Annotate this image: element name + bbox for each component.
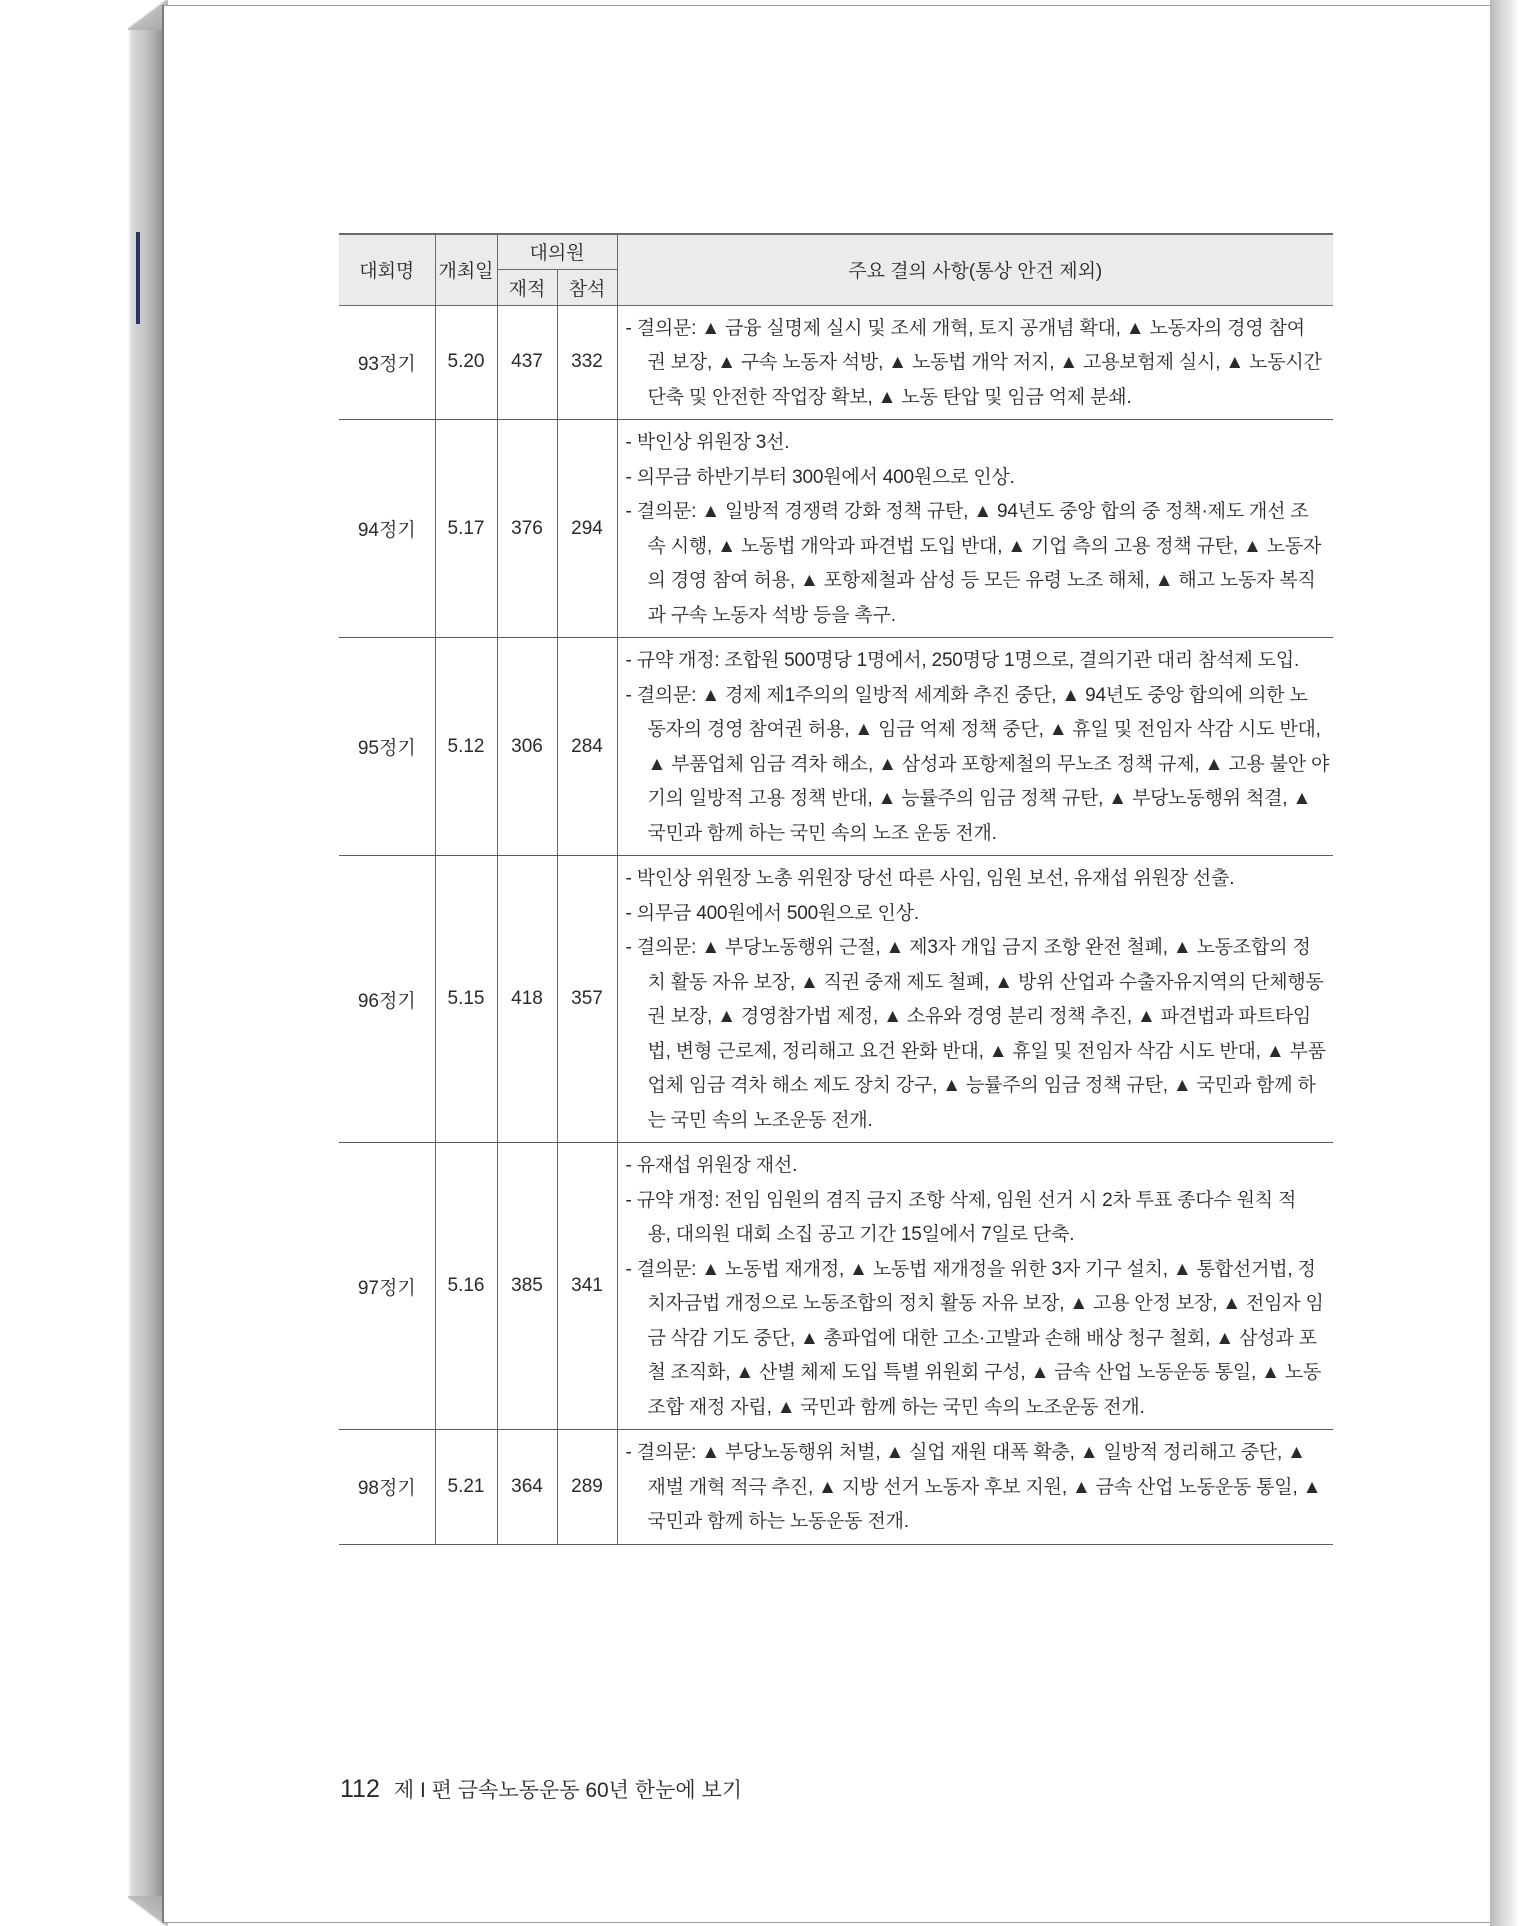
table-row	[339, 1143, 1333, 1430]
cell-present: 341	[557, 1143, 617, 1430]
resolution-line: 단축 및 안전한 작업장 확보, ▲ 노동 탄압 및 임금 억제 분쇄.	[647, 386, 1132, 408]
resolution-line: - 규약 개정: 전임 임원의 겸직 금지 조항 삭제, 임원 선거 시 2차 투표 종다수 원칙 적	[625, 1189, 1297, 1211]
resolution-line: 금 삭감 기도 중단, ▲ 총파업에 대한 고소·고발과 손해 배상 청구 철회, ▲ 삼성과 포	[647, 1327, 1317, 1349]
resolution-line: 과 구속 노동자 석방 등을 촉구.	[647, 604, 896, 626]
bookmark-ribbon	[136, 232, 140, 324]
cell-name: 95정기	[339, 638, 435, 856]
resolution-line: ▲ 부품업체 임금 격차 해소, ▲ 삼성과 포항제철의 무노조 정책 규제, ▲ 고용 불안 야	[647, 753, 1330, 775]
cell-enrolled: 385	[497, 1143, 557, 1430]
resolution-line: 용, 대의원 대회 소집 공고 기간 15일에서 7일로 단축.	[647, 1224, 1075, 1245]
resolution-line: - 결의문: ▲ 부당노동행위 처벌, ▲ 실업 재원 대폭 확충, ▲ 일방적 정리해고 중단, ▲	[625, 1442, 1306, 1463]
convention-table	[339, 233, 1333, 1545]
resolution-line: - 의무금 하반기부터 300원에서 400원으로 인상.	[625, 466, 1015, 488]
cell-name: 98정기	[339, 1430, 435, 1545]
header-present: 참석	[557, 269, 617, 305]
cell-enrolled: 306	[497, 638, 557, 856]
resolution-line: - 박인상 위원장 3선.	[625, 432, 790, 453]
cell-date: 5.20	[435, 305, 497, 420]
resolution-line: 국민과 함께 하는 노동운동 전개.	[647, 1511, 909, 1532]
cell-present: 294	[557, 420, 617, 638]
resolution-line: - 결의문: ▲ 부당노동행위 근절, ▲ 제3자 개입 금지 조항 완전 철폐, ▲ 노동조합의 정	[625, 937, 1311, 958]
cell-resolutions	[617, 305, 1333, 420]
resolution-line: - 결의문: ▲ 경제 제1주의의 일방적 세계화 추진 중단, ▲ 94년도 중앙 합의에 의한 노	[625, 684, 1308, 706]
header-convention-name: 대회명	[339, 234, 435, 305]
resolution-line: 치자금법 개정으로 노동조합의 정치 활동 자유 보장, ▲ 고용 안정 보장, ▲ 전임자 임	[647, 1293, 1324, 1314]
resolution-line: 재벌 개혁 적극 추진, ▲ 지방 선거 노동자 후보 지원, ▲ 금속 산업 노동운동 통일, ▲	[647, 1476, 1322, 1498]
resolution-line: - 결의문: ▲ 금융 실명제 실시 및 조세 개혁, 토지 공개념 확대, ▲ 노동자의 경영 참여	[625, 317, 1305, 339]
resolution-line: - 의무금 400원에서 500원으로 인상.	[625, 902, 919, 924]
cell-resolutions	[617, 856, 1333, 1143]
resolution-line: 철 조직화, ▲ 산별 체제 도입 특별 위원회 구성, ▲ 금속 산업 노동운동 통일, ▲ 노동	[647, 1362, 1322, 1383]
header-enrolled: 재적	[497, 269, 557, 305]
cell-date: 5.12	[435, 638, 497, 856]
resolution-line: 국민과 함께 하는 국민 속의 노조 운동 전개.	[647, 822, 997, 844]
header-resolutions: 주요 결의 사항(통상 안건 제외)	[617, 234, 1333, 305]
cell-enrolled: 364	[497, 1430, 557, 1545]
book-edge	[0, 0, 165, 1926]
resolution-line: 권 보장, ▲ 경영참가법 제정, ▲ 소유와 경영 분리 정책 추진, ▲ 파견법과 파트타임	[647, 1006, 1312, 1027]
page-shadow	[1490, 0, 1519, 1926]
cell-resolutions	[617, 638, 1333, 856]
page-footer	[340, 1774, 742, 1804]
cell-name: 97정기	[339, 1143, 435, 1430]
header-delegates: 대의원	[497, 234, 617, 269]
resolution-line: - 유재섭 위원장 재선.	[625, 1155, 798, 1176]
resolution-line: 동자의 경영 참여권 허용, ▲ 임금 억제 정책 중단, ▲ 휴일 및 전임자 삭감 시도 반대,	[647, 719, 1321, 740]
cell-date: 5.15	[435, 856, 497, 1143]
cell-name: 93정기	[339, 305, 435, 420]
cell-name: 94정기	[339, 420, 435, 638]
resolution-line: 법, 변형 근로제, 정리해고 요건 완화 반대, ▲ 휴일 및 전임자 삭감 시도 반대, ▲ 부품	[647, 1040, 1326, 1062]
header-date: 개최일	[435, 234, 497, 305]
resolution-line: 권 보장, ▲ 구속 노동자 석방, ▲ 노동법 개악 저지, ▲ 고용보험제 실시, ▲ 노동시간	[647, 352, 1322, 373]
cell-enrolled: 376	[497, 420, 557, 638]
resolution-line: 치 활동 자유 보장, ▲ 직권 중재 제도 철폐, ▲ 방위 산업과 수출자유지역의 단체행동	[647, 971, 1324, 993]
cell-date: 5.16	[435, 1143, 497, 1430]
table-row	[339, 638, 1333, 856]
table-row	[339, 1430, 1333, 1545]
resolution-line: 기의 일방적 고용 정책 반대, ▲ 능률주의 임금 정책 규탄, ▲ 부당노동행위 척결, ▲	[647, 788, 1312, 809]
cell-date: 5.21	[435, 1430, 497, 1545]
cell-resolutions	[617, 420, 1333, 638]
footer-section-title: 제 I 편 금속노동운동 60년 한눈에 보기	[393, 1779, 743, 1802]
resolution-line: - 규약 개정: 조합원 500명당 1명에서, 250명당 1명으로, 결의기관 대리 참석제 도입.	[625, 650, 1300, 671]
resolution-line: - 박인상 위원장 노총 위원장 당선 따른 사임, 임원 보선, 유재섭 위원장 선출.	[625, 868, 1235, 889]
table-row	[339, 420, 1333, 638]
cell-present: 357	[557, 856, 617, 1143]
resolution-line: 는 국민 속의 노조운동 전개.	[647, 1109, 873, 1131]
cell-present: 284	[557, 638, 617, 856]
resolution-line: - 결의문: ▲ 일방적 경쟁력 강화 정책 규탄, ▲ 94년도 중앙 합의 중 정책·제도 개선 조	[625, 501, 1309, 522]
cell-date: 5.17	[435, 420, 497, 638]
resolution-line: 조합 재정 자립, ▲ 국민과 함께 하는 국민 속의 노조운동 전개.	[647, 1396, 1145, 1418]
cell-enrolled: 437	[497, 305, 557, 420]
cell-name: 96정기	[339, 856, 435, 1143]
table-row	[339, 856, 1333, 1143]
cell-present: 332	[557, 305, 617, 420]
table-row	[339, 305, 1333, 420]
resolution-line: 업체 임금 격차 해소 제도 장치 강구, ▲ 능률주의 임금 정책 규탄, ▲ 국민과 함께 하	[647, 1075, 1316, 1096]
resolution-line: 의 경영 참여 허용, ▲ 포항제철과 삼성 등 모든 유령 노조 해체, ▲ 해고 노동자 복직	[647, 570, 1316, 591]
resolution-line: 속 시행, ▲ 노동법 개악과 파견법 도입 반대, ▲ 기업 측의 고용 정책 규탄, ▲ 노동자	[647, 535, 1322, 557]
cell-resolutions	[617, 1143, 1333, 1430]
cell-resolutions	[617, 1430, 1333, 1545]
resolution-line: - 결의문: ▲ 노동법 재개정, ▲ 노동법 재개정을 위한 3자 기구 설치, ▲ 통합선거법, 정	[625, 1258, 1316, 1280]
page-number: 112	[340, 1775, 380, 1803]
cell-present: 289	[557, 1430, 617, 1545]
cell-enrolled: 418	[497, 856, 557, 1143]
